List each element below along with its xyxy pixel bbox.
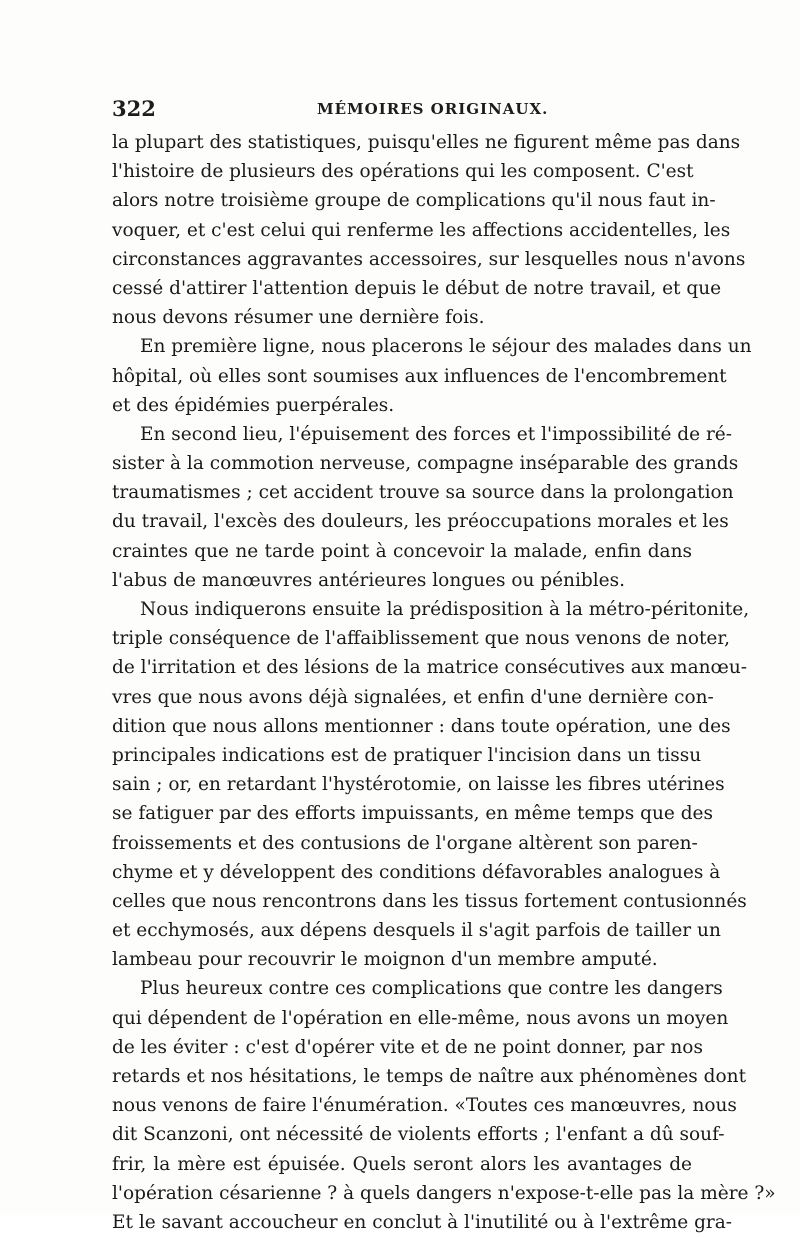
text-line: chyme et y développent des conditions défavorables analogues à bbox=[112, 861, 721, 883]
text-line: Nous indiquerons ensuite la prédisposition à la métro-péritonite, bbox=[140, 599, 750, 620]
page-number: 322 bbox=[112, 96, 156, 121]
text-line: alors notre troisième groupe de complications qu'il nous faut in- bbox=[112, 190, 716, 212]
text-line: dition que nous allons mentionner : dans toute opération, une des bbox=[112, 715, 731, 737]
text-line: frir, la mère est épuisée. Quels seront alors les avantages de bbox=[112, 1153, 692, 1175]
text-line: l'abus de manœuvres antérieures longues ou pénibles. bbox=[112, 569, 625, 591]
text-line: de les éviter : c'est d'opérer vite et de ne point donner, par nos bbox=[112, 1036, 703, 1058]
text-line: qui dépendent de l'opération en elle-même, nous avons un moyen bbox=[112, 1007, 729, 1029]
page-header bbox=[112, 96, 692, 126]
text-line: voquer, et c'est celui qui renferme les affections accidentelles, les bbox=[112, 219, 731, 241]
text-line: Plus heureux contre ces complications que contre les dangers bbox=[140, 978, 723, 1000]
text-line: se fatiguer par des efforts impuissants, en même temps que des bbox=[112, 803, 713, 825]
text-line: l'opération césarienne ? à quels dangers n'expose-t-elle pas la mère ?» bbox=[112, 1182, 776, 1204]
body-text bbox=[112, 128, 776, 1237]
text-line: celles que nous rencontrons dans les tissus fortement contusionnés bbox=[112, 890, 747, 912]
text-line: En première ligne, nous placerons le séjour des malades dans un bbox=[140, 336, 752, 358]
text-line: nous devons résumer une dernière fois. bbox=[112, 307, 485, 329]
text-line: hôpital, où elles sont soumises aux influences de l'encombrement bbox=[112, 365, 727, 387]
text-line: et ecchymosés, aux dépens desquels il s'agit parfois de tailler un bbox=[112, 920, 721, 942]
text-line: cessé d'attirer l'attention depuis le début de notre travail, et que bbox=[112, 277, 722, 299]
text-line: froissements et des contusions de l'organe altèrent son paren- bbox=[112, 832, 698, 854]
text-line: lambeau pour recouvrir le moignon d'un membre amputé. bbox=[112, 949, 658, 971]
text-line: triple conséquence de l'affaiblissement que nous venons de noter, bbox=[112, 628, 731, 650]
text-line: du travail, l'excès des douleurs, les préoccupations morales et les bbox=[112, 511, 729, 533]
text-line: et des épidémies puerpérales. bbox=[112, 394, 395, 416]
text-line: sain ; or, en retardant l'hystérotomie, on laisse les fibres utérines bbox=[112, 774, 725, 796]
text-line: dit Scanzoni, ont nécessité de violents efforts ; l'enfant a dû souf- bbox=[112, 1124, 725, 1146]
text-line: l'histoire de plusieurs des opérations qui les composent. C'est bbox=[112, 161, 694, 183]
text-line: circonstances aggravantes accessoires, sur lesquelles nous n'avons bbox=[112, 248, 746, 270]
text-line: nous venons de faire l'énumération. «Toutes ces manœuvres, nous bbox=[112, 1095, 737, 1117]
text-line: principales indications est de pratiquer l'incision dans un tissu bbox=[112, 744, 702, 766]
text-line: Et le savant accoucheur en conclut à l'inutilité ou à l'extrême gra- bbox=[112, 1211, 733, 1233]
text-line: de l'irritation et des lésions de la matrice consécutives aux manœu- bbox=[112, 657, 747, 679]
text-line: traumatismes ; cet accident trouve sa source dans la prolongation bbox=[112, 482, 734, 504]
text-line: En second lieu, l'épuisement des forces et l'impossibilité de ré- bbox=[140, 423, 732, 445]
text-line: vres que nous avons déjà signalées, et enfin d'une dernière con- bbox=[112, 686, 714, 708]
text-line: sister à la commotion nerveuse, compagne inséparable des grands bbox=[112, 453, 739, 475]
running-title: MÉMOIRES ORIGINAUX. bbox=[317, 100, 549, 118]
text-line: craintes que ne tarde point à concevoir la malade, enfin dans bbox=[112, 540, 692, 562]
text-line: la plupart des statistiques, puisqu'elles ne figurent même pas dans bbox=[112, 132, 741, 153]
text-line: retards et nos hésitations, le temps de naître aux phénomènes dont bbox=[112, 1066, 747, 1087]
